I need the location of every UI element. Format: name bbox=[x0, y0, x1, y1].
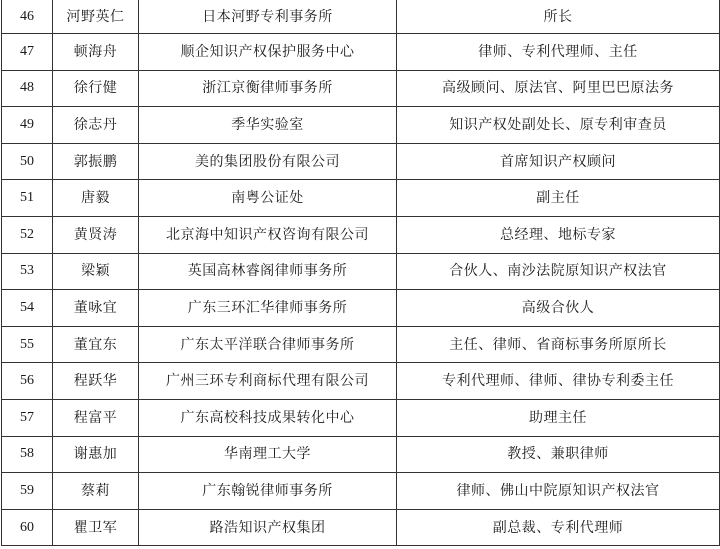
person-name-cell: 唐毅 bbox=[53, 180, 139, 217]
row-number-cell: 47 bbox=[2, 34, 53, 71]
row-number-cell: 46 bbox=[2, 0, 53, 34]
person-name-cell: 董咏宜 bbox=[53, 290, 139, 327]
person-name-cell: 河野英仁 bbox=[53, 0, 139, 34]
table-row bbox=[2, 0, 720, 34]
row-number-cell: 53 bbox=[2, 253, 53, 290]
person-name-cell: 董宜东 bbox=[53, 326, 139, 363]
position-cell: 合伙人、南沙法院原知识产权法官 bbox=[397, 253, 720, 290]
organization-cell: 北京海中知识产权咨询有限公司 bbox=[139, 216, 397, 253]
position-cell: 总经理、地标专家 bbox=[397, 216, 720, 253]
person-name-cell: 梁颖 bbox=[53, 253, 139, 290]
person-name-cell: 徐志丹 bbox=[53, 107, 139, 144]
row-number-cell: 50 bbox=[2, 143, 53, 180]
position-cell: 所长 bbox=[397, 0, 720, 34]
position-cell: 高级合伙人 bbox=[397, 290, 720, 327]
organization-cell: 英国高林睿阁律师事务所 bbox=[139, 253, 397, 290]
organization-cell: 日本河野专利事务所 bbox=[139, 0, 397, 34]
organization-cell: 广东翰锐律师事务所 bbox=[139, 473, 397, 510]
organization-cell: 浙江京衡律师事务所 bbox=[139, 70, 397, 107]
person-name-cell: 程跃华 bbox=[53, 363, 139, 400]
position-cell: 助理主任 bbox=[397, 399, 720, 436]
organization-cell: 季华实验室 bbox=[139, 107, 397, 144]
person-name-cell: 顿海舟 bbox=[53, 34, 139, 71]
organization-cell: 南粤公证处 bbox=[139, 180, 397, 217]
organization-cell: 华南理工大学 bbox=[139, 436, 397, 473]
table-row bbox=[2, 180, 720, 217]
person-name-cell: 程富平 bbox=[53, 399, 139, 436]
organization-cell: 广州三环专利商标代理有限公司 bbox=[139, 363, 397, 400]
row-number-cell: 55 bbox=[2, 326, 53, 363]
table-row bbox=[2, 34, 720, 71]
person-name-cell: 徐行健 bbox=[53, 70, 139, 107]
person-name-cell: 郭振鹏 bbox=[53, 143, 139, 180]
table-row bbox=[2, 253, 720, 290]
position-cell: 首席知识产权顾问 bbox=[397, 143, 720, 180]
table-row bbox=[2, 70, 720, 107]
table-row bbox=[2, 143, 720, 180]
position-cell: 专利代理师、律师、律协专利委主任 bbox=[397, 363, 720, 400]
position-cell: 副主任 bbox=[397, 180, 720, 217]
table-row bbox=[2, 399, 720, 436]
organization-cell: 路浩知识产权集团 bbox=[139, 509, 397, 546]
position-cell: 律师、专利代理师、主任 bbox=[397, 34, 720, 71]
row-number-cell: 60 bbox=[2, 509, 53, 546]
organization-cell: 广东三环汇华律师事务所 bbox=[139, 290, 397, 327]
position-cell: 律师、佛山中院原知识产权法官 bbox=[397, 473, 720, 510]
table-row bbox=[2, 326, 720, 363]
table-row bbox=[2, 107, 720, 144]
row-number-cell: 51 bbox=[2, 180, 53, 217]
position-cell: 教授、兼职律师 bbox=[397, 436, 720, 473]
person-name-cell: 蔡莉 bbox=[53, 473, 139, 510]
row-number-cell: 59 bbox=[2, 473, 53, 510]
organization-cell: 广东太平洋联合律师事务所 bbox=[139, 326, 397, 363]
person-name-cell: 瞿卫军 bbox=[53, 509, 139, 546]
row-number-cell: 49 bbox=[2, 107, 53, 144]
table-row bbox=[2, 473, 720, 510]
table-row bbox=[2, 509, 720, 546]
organization-cell: 美的集团股份有限公司 bbox=[139, 143, 397, 180]
table-row bbox=[2, 290, 720, 327]
position-cell: 主任、律师、省商标事务所原所长 bbox=[397, 326, 720, 363]
position-cell: 副总裁、专利代理师 bbox=[397, 509, 720, 546]
row-number-cell: 56 bbox=[2, 363, 53, 400]
organization-cell: 顺企知识产权保护服务中心 bbox=[139, 34, 397, 71]
row-number-cell: 57 bbox=[2, 399, 53, 436]
organization-cell: 广东高校科技成果转化中心 bbox=[139, 399, 397, 436]
roster-table-body bbox=[2, 0, 720, 546]
row-number-cell: 52 bbox=[2, 216, 53, 253]
position-cell: 知识产权处副处长、原专利审查员 bbox=[397, 107, 720, 144]
expert-roster-table bbox=[1, 0, 720, 546]
person-name-cell: 谢惠加 bbox=[53, 436, 139, 473]
table-row bbox=[2, 216, 720, 253]
row-number-cell: 58 bbox=[2, 436, 53, 473]
position-cell: 高级顾问、原法官、阿里巴巴原法务 bbox=[397, 70, 720, 107]
table-row bbox=[2, 436, 720, 473]
row-number-cell: 54 bbox=[2, 290, 53, 327]
table-row bbox=[2, 363, 720, 400]
person-name-cell: 黄贤涛 bbox=[53, 216, 139, 253]
row-number-cell: 48 bbox=[2, 70, 53, 107]
